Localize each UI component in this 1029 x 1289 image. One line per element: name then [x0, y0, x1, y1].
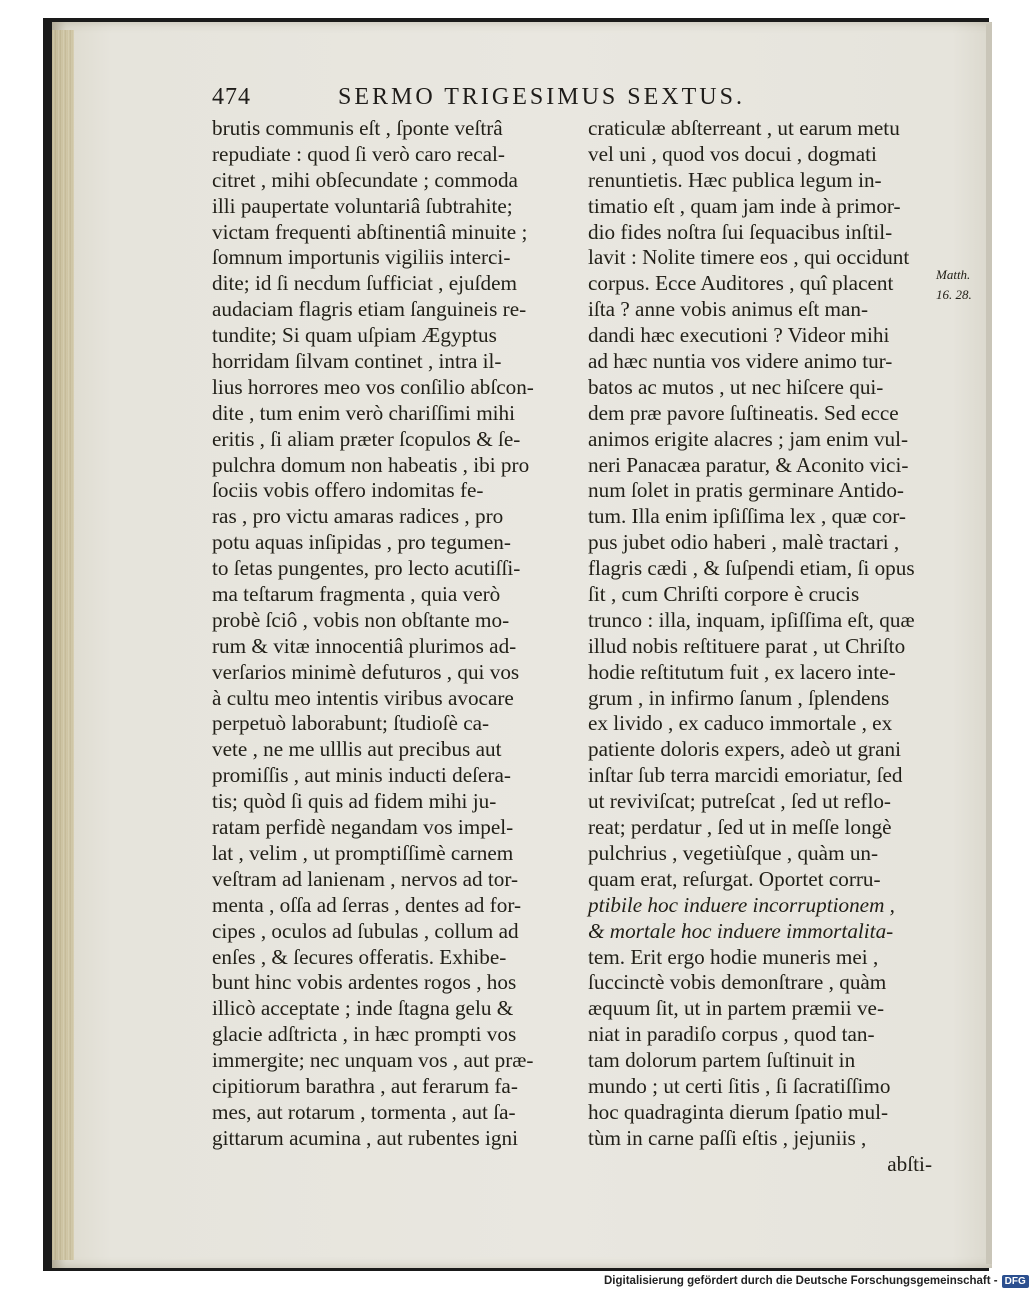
text-line: quam erat, reſurgat. Oportet corru-: [588, 866, 881, 891]
text-line: æquum ſit, ut in partem præmii ve-: [588, 996, 885, 1021]
text-line: ad hæc nuntia vos videre animo tur-: [588, 349, 893, 374]
text-line: dite , tum enim verò chariſſimi mihi: [212, 400, 516, 425]
text-line: pulchrius , vegetiùſque , quàm un-: [588, 840, 879, 865]
text-line: neri Panacæa paratur, & Aconito vici-: [588, 452, 909, 477]
text-line: vel uni , quod vos docui , dogmati: [588, 141, 877, 166]
text-line: num ſolet in pratis germinare Antido-: [588, 478, 904, 503]
text-line: niat in paradiſo corpus , quod tan-: [588, 1022, 875, 1047]
text-line: patiente doloris expers, adeò ut grani: [588, 737, 902, 762]
text-line: bunt hinc vobis ardentes rogos , hos: [212, 970, 517, 995]
text-line: dandi hæc executioni ? Videor mihi: [588, 323, 890, 348]
text-line: reat; perdatur , ſed ut in meſſe longè: [588, 815, 892, 840]
text-line: craticulæ abſterreant , ut earum metu: [588, 116, 900, 140]
text-line: ſomnum importunis vigiliis interci-: [212, 245, 511, 270]
text-line: dite; id ſi necdum ſufficiat , ejuſdem: [212, 271, 517, 296]
running-title: SERMO TRIGESIMUS SEXTUS.: [338, 84, 745, 110]
text-line: & mortale hoc induere immortalita-: [588, 918, 894, 943]
text-line: rum & vitæ innocentiâ plurimos ad-: [212, 633, 517, 658]
text-line: cipitiorum barathra , aut ferarum fa-: [212, 1073, 518, 1098]
digitization-footer: [604, 1273, 1029, 1289]
text-line: brutis communis eſt , ſponte veſtrâ: [212, 116, 503, 140]
text-line: veſtram ad lanienam , nervos ad tor-: [212, 866, 519, 891]
margin-note-reference: Matth.: [936, 267, 971, 282]
text-line: batos ac mutos , ut nec hiſcere qui-: [588, 374, 884, 399]
text-line: eritis , ſi aliam præter ſcopulos & ſe-: [212, 426, 521, 451]
text-line: inſtar ſub terra marcidi emoriatur, ſed: [588, 763, 903, 788]
text-line: tùm in carne paſſi eſtis , jejuniis ,: [588, 1125, 867, 1150]
text-line: tam dolorum partem ſuſtinuit in: [588, 1048, 856, 1073]
text-line: to ſetas pungentes, pro lecto acutiſſi-: [212, 556, 521, 581]
page-number: 474: [212, 84, 251, 110]
text-line: ex livido , ex caduco immortale , ex: [588, 711, 893, 736]
text-line: timatio eſt , quam jam inde à primor-: [588, 193, 901, 218]
text-line: trunco : illa, inquam, ipſiſſima eſt, quæ: [588, 607, 915, 632]
text-line: mes, aut rotarum , tormenta , aut ſa-: [212, 1099, 516, 1124]
text-line: ſuccinctè vobis demonſtrare , quàm: [588, 970, 887, 995]
text-line: grum , in infirmo ſanum , ſplendens: [588, 685, 890, 710]
text-line: repudiate : quod ſi verò caro recal-: [212, 141, 505, 166]
text-line: ſit , cum Chriſti corpore è crucis: [588, 582, 860, 607]
text-line: flagris cædi , & ſuſpendi etiam, ſi opus: [588, 556, 915, 581]
text-line: iſta ? anne vobis animus eſt man-: [588, 297, 869, 322]
text-line: tundite; Si quam uſpiam Ægyptus: [212, 323, 497, 348]
text-line: audaciam flagris etiam ſanguineis re-: [212, 297, 527, 322]
text-line: illicò acceptate ; inde ſtagna gelu &: [212, 996, 514, 1021]
text-line: immergite; nec unquam vos , aut præ-: [212, 1048, 534, 1073]
text-line: ptibile hoc induere incorruptionem ,: [588, 892, 895, 917]
dfg-logo: DFG: [1002, 1275, 1029, 1288]
text-line: ſociis vobis offero indomitas fe-: [212, 478, 484, 503]
text-line: citret , mihi obſecundate ; commoda: [212, 167, 518, 192]
right-text-column: [588, 116, 938, 1178]
text-line: mundo ; ut certi ſitis , ſi ſacratiſſimo: [588, 1073, 891, 1098]
margin-note-verse: 16. 28.: [936, 287, 972, 302]
text-line: ut reviviſcat; putreſcat , ſed ut reflo-: [588, 789, 891, 814]
text-line: verſarios minimè defuturos , qui vos: [212, 659, 520, 684]
text-line: corpus. Ecce Auditores , quî placent: [588, 271, 894, 296]
left-text-column: [212, 116, 582, 1152]
text-line: animos erigite alacres ; jam enim vul-: [588, 426, 909, 451]
text-line: ratam perfidè negandam vos impel-: [212, 815, 514, 840]
text-line: lat , velim , ut promptiſſimè carnem: [212, 840, 514, 865]
text-line: gittarum acumina , aut rubentes igni: [212, 1125, 518, 1150]
text-line: hodie reſtitutum fuit , ex lacero inte-: [588, 659, 896, 684]
catchword: abſti-: [887, 1151, 932, 1176]
text-line: probè ſciô , vobis non obſtante mo-: [212, 607, 510, 632]
text-line: ras , pro victu amaras radices , pro: [212, 504, 504, 529]
text-line: tum. Illa enim ipſiſſima lex , quæ cor-: [588, 504, 906, 529]
running-head: [212, 84, 772, 114]
text-line: tis; quòd ſi quis ad fidem mihi ju-: [212, 789, 497, 814]
text-line: promiſſis , aut minis inducti deſera-: [212, 763, 511, 788]
text-line: dio fides noſtra ſui ſequacibus inſtil-: [588, 219, 893, 244]
text-line: lius horrores meo vos conſilio abſcon-: [212, 374, 534, 399]
text-line: illud nobis reſtituere parat , ut Chriſto: [588, 633, 906, 658]
text-line: à cultu meo intentis viribus avocare: [212, 685, 514, 710]
text-line: pus jubet odio haberi , malè tractari ,: [588, 530, 900, 555]
text-line: dem præ pavore ſuſtineatis. Sed ecce: [588, 400, 899, 425]
text-line: hoc quadraginta dierum ſpatio mul-: [588, 1099, 889, 1124]
right-page-edge: [986, 24, 992, 1264]
text-line: pulchra domum non habeatis , ibi pro: [212, 452, 530, 477]
page-edges: [52, 30, 74, 1260]
text-line: enſes , & ſecures offeratis. Exhibe-: [212, 944, 507, 969]
text-line: tem. Erit ergo hodie muneris mei ,: [588, 944, 879, 969]
text-line: glacie adſtricta , in hæc prompti vos: [212, 1022, 517, 1047]
text-line: victam frequenti abſtinentiâ minuite ;: [212, 219, 528, 244]
text-line: cipes , oculos ad ſubulas , collum ad: [212, 918, 519, 943]
text-line: menta , oſſa ad ſerras , dentes ad for-: [212, 892, 522, 917]
text-line: horridam ſilvam continet , intra il-: [212, 349, 502, 374]
text-line: ma teſtarum fragmenta , quia verò: [212, 582, 501, 607]
text-line: renuntietis. Hæc publica legum in-: [588, 167, 882, 192]
text-line: perpetuò laborabunt; ſtudioſè ca-: [212, 711, 490, 736]
footer-text: Digitalisierung gefördert durch die Deutsche Forschungsgemeinschaft -: [604, 1275, 998, 1287]
text-line: lavit : Nolite timere eos , qui occidunt: [588, 245, 910, 270]
text-line: vete , ne me ulllis aut precibus aut: [212, 737, 502, 762]
text-line: potu aquas inſipidas , pro tegumen-: [212, 530, 511, 555]
text-line: illi paupertate voluntariâ ſubtrahite;: [212, 193, 513, 218]
